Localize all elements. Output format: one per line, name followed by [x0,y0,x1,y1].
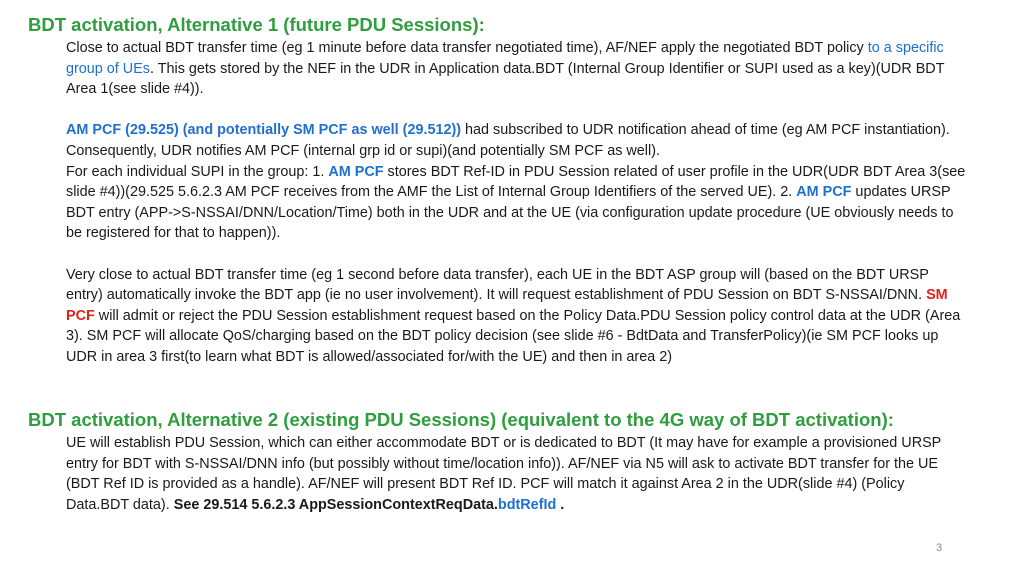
section-1-paragraph-2 [66,120,966,244]
section-2-heading: BDT activation, Alternative 2 (existing PDU Sessions) (equivalent to the 4G way of BDT activation): [28,409,894,430]
section-1-paragraph-3 [66,265,966,368]
highlight-am-pcf: AM PCF [796,184,852,201]
text-run: will admit or reject the PDU Session establishment request based on the Policy Data.PDU Session policy control data at the UDR (Area 3). SM PCF will allocate QoS/charging based on the BDT policy decision (see slide #6 - BdtData and TransferPolicy)(ie SM PCF looks up UDR in area 3 first(to learn what BDT is allowed/associated for/with the UE) and then in area 2) [66,307,961,365]
spacer [66,244,966,265]
highlight-am-pcf: AM PCF [328,163,384,180]
text-run: updates URSP BDT entry (APP->S-NSSAI/DNN/Location/Time) both in the UDR and at the UE (via configuration update procedure (UE obviously needs to be registered for that to happen)). [66,184,954,242]
text-run: . This gets stored by the NEF in the UDR in Application data.BDT (Internal Group Identifier or SUPI used as a key)(UDR BDT Area 1(see slide #4)). [66,60,945,98]
text-run: . [556,496,565,513]
spec-reference: See 29.514 5.6.2.3 AppSessionContextReqData. [173,496,498,513]
highlight-am-pcf-ref: AM PCF (29.525) (and potentially SM PCF as well (29.512)) [66,122,462,139]
section-1-paragraph-1 [66,38,966,100]
text-run: stores BDT Ref-ID in PDU Session related of user profile in the UDR(UDR BDT Area 3(see slide #4))(29.525 5.6.2.3 AM PCF receives from the AMF the List of Internal Group Identifiers of the served UE). 2. [66,163,966,201]
text-run: had subscribed to UDR notification ahead of time (eg AM PCF instantiation). Consequently, UDR notifies AM PCF (internal grp id or supi)(and potentially SM PCF as well). [66,122,950,159]
section-2-body [66,433,966,515]
section-1-body [66,38,966,368]
text-run: UE will establish PDU Session, which can either accommodate BDT or is dedicated to BDT (It may have for example a provisioned URSP entry for BDT with S-NSSAI/DNN info (but possibly without time/location info)). AF/NEF via N5 will ask to activate BDT transfer for the UE (BDT Ref ID is provided as a handle). AF/NEF will present BDT Ref ID. PCF will match it against Area 2 in the UDR(slide #4) (Policy Data.BDT data). [66,435,942,513]
section-1-heading: BDT activation, Alternative 1 (future PDU Sessions): [28,14,485,35]
section-2-paragraph-1 [66,433,966,515]
text-run: Close to actual BDT transfer time (eg 1 minute before data transfer negotiated time), AF/NEF apply the negotiated BDT policy [66,40,868,56]
highlight-group-of-ues: to a specific group of UEs [66,40,944,77]
text-run: For each individual SUPI in the group: 1. [66,163,329,180]
highlight-sm-pcf: SM PCF [66,287,948,324]
page-number: 3 [936,542,943,554]
text-run: Very close to actual BDT transfer time (eg 1 second before data transfer), each UE in the BDT ASP group will (based on the BDT URSP entry) automatically invoke the BDT app (ie no user involvement). It will request establishment of PDU Session on BDT S-NSSAI/DNN. [66,266,929,304]
spacer [66,100,966,121]
highlight-bdt-ref-id: bdtRefId [497,496,557,513]
